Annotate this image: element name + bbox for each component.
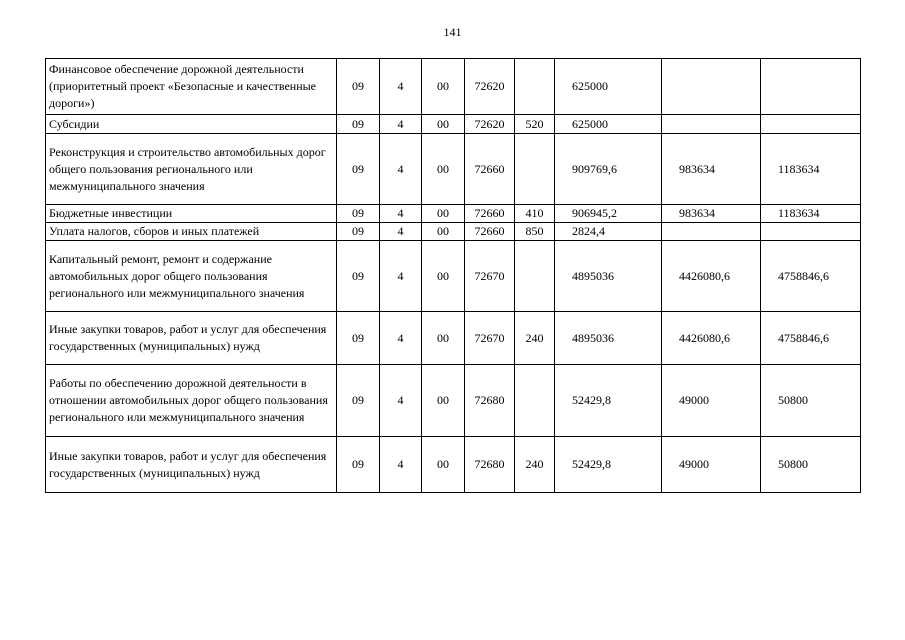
table-row — [46, 312, 861, 365]
table-row — [46, 437, 861, 493]
expense-type-code: 240 — [515, 437, 555, 493]
page-number: 141 — [443, 25, 462, 39]
amount-year-2: 4426080,6 — [662, 241, 761, 312]
row-name: Работы по обеспечению дорожной деятельности в отношении автомобильных дорог общего пользования регионального или межмуниципального значения — [46, 365, 337, 437]
row-name: Субсидии — [46, 115, 337, 134]
amount-year-1: 4895036 — [555, 241, 662, 312]
amount-year-2: 49000 — [662, 437, 761, 493]
program-code: 4 — [380, 437, 422, 493]
section-code: 09 — [337, 312, 380, 365]
expense-type-code: 520 — [515, 115, 555, 134]
amount-year-2: 4426080,6 — [662, 312, 761, 365]
subprogram-code: 00 — [422, 205, 465, 223]
target-code: 72670 — [465, 241, 515, 312]
program-code: 4 — [380, 205, 422, 223]
target-code: 72680 — [465, 437, 515, 493]
amount-year-3 — [761, 223, 861, 241]
subprogram-code: 00 — [422, 241, 465, 312]
table-row — [46, 205, 861, 223]
amount-year-3 — [761, 115, 861, 134]
amount-year-3: 4758846,6 — [761, 312, 861, 365]
row-name: Бюджетные инвестиции — [46, 205, 337, 223]
table-row — [46, 365, 861, 437]
expense-type-code: 850 — [515, 223, 555, 241]
target-code: 72660 — [465, 223, 515, 241]
target-code: 72660 — [465, 134, 515, 205]
subprogram-code: 00 — [422, 312, 465, 365]
table-row — [46, 115, 861, 134]
expense-type-code — [515, 241, 555, 312]
section-code: 09 — [337, 205, 380, 223]
table-row — [46, 59, 861, 115]
row-name: Реконструкция и строительство автомобильных дорог общего пользования регионального или межмуниципального значения — [46, 134, 337, 205]
amount-year-1: 625000 — [555, 59, 662, 115]
expense-type-code — [515, 134, 555, 205]
program-code: 4 — [380, 59, 422, 115]
amount-year-2: 983634 — [662, 205, 761, 223]
amount-year-2 — [662, 59, 761, 115]
subprogram-code: 00 — [422, 115, 465, 134]
program-code: 4 — [380, 115, 422, 134]
subprogram-code: 00 — [422, 134, 465, 205]
table-row — [46, 241, 861, 312]
amount-year-3: 50800 — [761, 365, 861, 437]
subprogram-code: 00 — [422, 223, 465, 241]
section-code: 09 — [337, 134, 380, 205]
expense-type-code: 410 — [515, 205, 555, 223]
amount-year-1: 2824,4 — [555, 223, 662, 241]
target-code: 72670 — [465, 312, 515, 365]
amount-year-1: 909769,6 — [555, 134, 662, 205]
expense-type-code: 240 — [515, 312, 555, 365]
row-name: Уплата налогов, сборов и иных платежей — [46, 223, 337, 241]
program-code: 4 — [380, 241, 422, 312]
subprogram-code: 00 — [422, 437, 465, 493]
amount-year-2: 983634 — [662, 134, 761, 205]
section-code: 09 — [337, 365, 380, 437]
amount-year-3: 1183634 — [761, 205, 861, 223]
row-name: Капитальный ремонт, ремонт и содержание автомобильных дорог общего пользования регионального или межмуниципального значения — [46, 241, 337, 312]
program-code: 4 — [380, 365, 422, 437]
amount-year-2: 49000 — [662, 365, 761, 437]
amount-year-3 — [761, 59, 861, 115]
budget-table — [45, 58, 861, 493]
section-code: 09 — [337, 115, 380, 134]
target-code: 72620 — [465, 59, 515, 115]
row-name: Иные закупки товаров, работ и услуг для обеспечения государственных (муниципальных) нужд — [46, 437, 337, 493]
expense-type-code — [515, 59, 555, 115]
amount-year-3: 50800 — [761, 437, 861, 493]
section-code: 09 — [337, 437, 380, 493]
table-row — [46, 134, 861, 205]
table-row — [46, 223, 861, 241]
amount-year-1: 52429,8 — [555, 437, 662, 493]
target-code: 72660 — [465, 205, 515, 223]
amount-year-3: 1183634 — [761, 134, 861, 205]
target-code: 72620 — [465, 115, 515, 134]
expense-type-code — [515, 365, 555, 437]
section-code: 09 — [337, 241, 380, 312]
section-code: 09 — [337, 59, 380, 115]
program-code: 4 — [380, 223, 422, 241]
amount-year-1: 625000 — [555, 115, 662, 134]
target-code: 72680 — [465, 365, 515, 437]
subprogram-code: 00 — [422, 365, 465, 437]
program-code: 4 — [380, 134, 422, 205]
amount-year-3: 4758846,6 — [761, 241, 861, 312]
amount-year-1: 52429,8 — [555, 365, 662, 437]
row-name: Финансовое обеспечение дорожной деятельности (приоритетный проект «Безопасные и качественные дороги») — [46, 59, 337, 115]
program-code: 4 — [380, 312, 422, 365]
amount-year-2 — [662, 115, 761, 134]
row-name: Иные закупки товаров, работ и услуг для обеспечения государственных (муниципальных) нужд — [46, 312, 337, 365]
section-code: 09 — [337, 223, 380, 241]
subprogram-code: 00 — [422, 59, 465, 115]
amount-year-1: 4895036 — [555, 312, 662, 365]
amount-year-1: 906945,2 — [555, 205, 662, 223]
amount-year-2 — [662, 223, 761, 241]
